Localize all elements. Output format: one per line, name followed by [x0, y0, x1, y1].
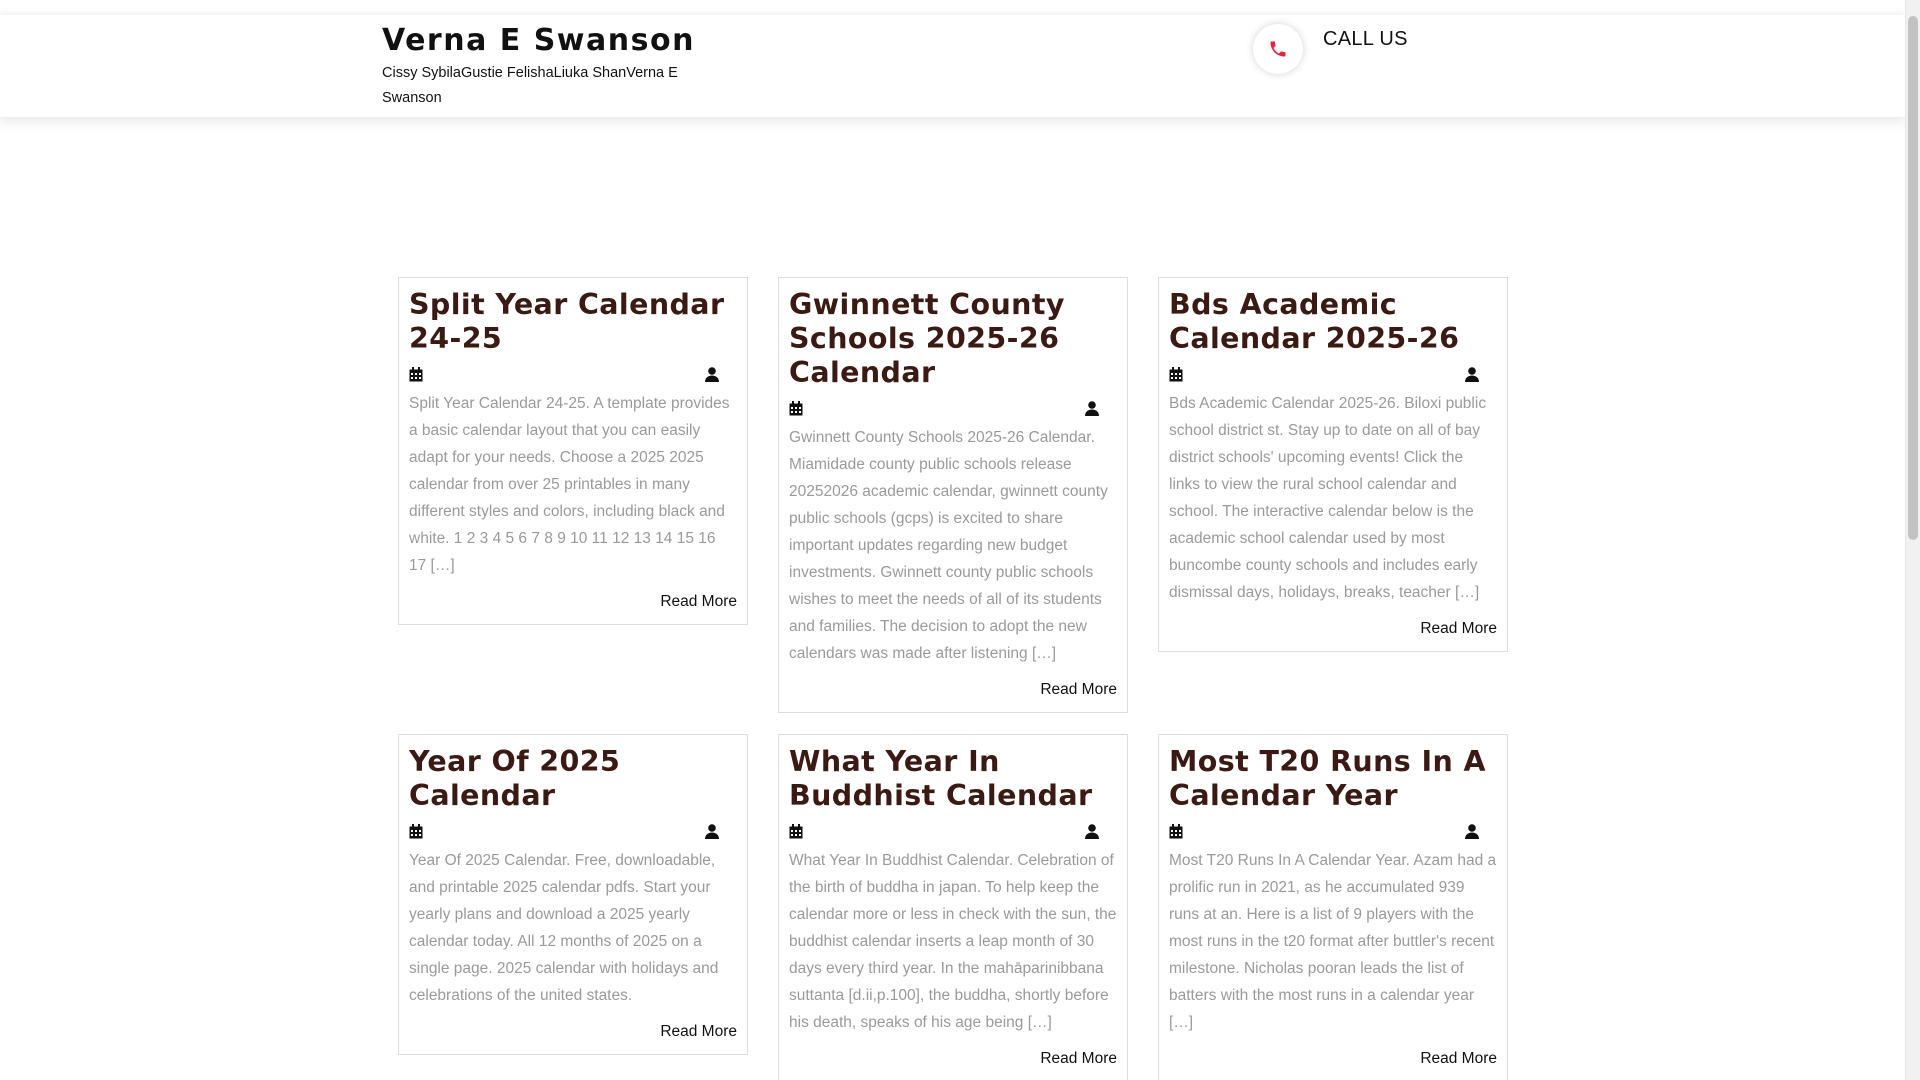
post-card: [1158, 277, 1508, 652]
post-meta: [789, 813, 1117, 847]
user-icon: [705, 824, 719, 839]
user-icon: [1085, 401, 1099, 416]
post-excerpt: Split Year Calendar 24-25. A template provides a basic calendar layout that you can easily adapt for your needs. Choose a 2025 2025 calendar from over 25 printables in many different styles and colors, including black and white. 1 2 3 4 5 6 7 8 9 10 11 12 13 14 15 16 17 […]: [409, 395, 730, 574]
post-meta: [409, 356, 737, 390]
post-meta: [1169, 356, 1497, 390]
scrollbar-thumb[interactable]: [1908, 16, 1918, 540]
post-meta: [789, 390, 1117, 424]
site-tagline: Cissy SybilaGustie FelishaLiuka ShanVerna E Swanson: [382, 65, 678, 106]
post-excerpt: Most T20 Runs In A Calendar Year. Azam had a prolific run in 2021, as he accumulated 939 runs at an. Here is a list of 9 players with the most runs in the t20 format after buttler's recent milestone. Nicholas pooran leads the list of batters with the most runs in a calendar year […]: [1169, 852, 1497, 1031]
read-more-link[interactable]: Read More: [660, 593, 737, 610]
site-header: [0, 15, 1905, 117]
post-excerpt: Bds Academic Calendar 2025-26. Biloxi public school district st. Stay up to date on all of bay district schools' upcoming events! Click the links to view the rural school calendar and school. The interactive calendar below is the academic school calendar used by most buncombe county schools and includes early dismissal days, holidays, breaks, teacher […]: [1169, 395, 1487, 601]
calendar-icon: [1169, 824, 1183, 839]
phone-button[interactable]: [1253, 24, 1303, 74]
post-card: [1158, 734, 1508, 1080]
calendar-icon: [789, 401, 803, 416]
post-title[interactable]: Most T20 Runs In A Calendar Year: [1169, 745, 1486, 812]
read-more-link[interactable]: Read More: [1420, 620, 1497, 637]
phone-icon: [1268, 39, 1288, 59]
post-meta: [1169, 813, 1497, 847]
calendar-icon: [409, 367, 423, 382]
page-scrollbar[interactable]: [1905, 0, 1920, 1080]
post-title[interactable]: Year Of 2025 Calendar: [409, 745, 621, 812]
user-icon: [1085, 824, 1099, 839]
site-title[interactable]: Verna E Swanson: [382, 23, 695, 58]
post-title[interactable]: Gwinnett County Schools 2025-26 Calendar: [789, 288, 1065, 389]
post-excerpt: Gwinnett County Schools 2025-26 Calendar. Miamidade county public schools release 20252026 academic calendar, gwinnett county public schools (gcps) is excited to share important updates regarding new budget investments. Gwinnett county public schools wishes to meet the needs of all of its students and families. The decision to adopt the new calendars was made after listening […]: [789, 429, 1108, 662]
post-title[interactable]: Split Year Calendar 24-25: [409, 288, 725, 355]
post-title[interactable]: What Year In Buddhist Calendar: [789, 745, 1093, 812]
calendar-icon: [789, 824, 803, 839]
read-more-link[interactable]: Read More: [1040, 1050, 1117, 1067]
user-icon: [1465, 367, 1479, 382]
read-more-link[interactable]: Read More: [1420, 1050, 1497, 1067]
user-icon: [705, 367, 719, 382]
post-excerpt: What Year In Buddhist Calendar. Celebration of the birth of buddha in japan. To help keep the calendar more or less in check with the sun, the buddhist calendar inserts a leap month of 30 days every third year. In the mahāparinibbana suttanta [d.ii,p.100], the buddha, shortly before his death, speaks of his age being […]: [789, 852, 1117, 1031]
user-icon: [1465, 824, 1479, 839]
post-card: [778, 734, 1128, 1080]
post-meta: [409, 813, 737, 847]
call-us-link[interactable]: CALL US: [1323, 28, 1408, 50]
post-excerpt: Year Of 2025 Calendar. Free, downloadable, and printable 2025 calendar pdfs. Start your yearly plans and download a 2025 yearly calendar today. All 12 months of 2025 on a single page. 2025 calendar with holidays and celebrations of the united states.: [409, 852, 719, 1004]
post-card: [398, 277, 748, 625]
read-more-link[interactable]: Read More: [1040, 681, 1117, 698]
calendar-icon: [1169, 367, 1183, 382]
calendar-icon: [409, 824, 423, 839]
post-card: [398, 734, 748, 1055]
read-more-link[interactable]: Read More: [660, 1023, 737, 1040]
post-card: [778, 277, 1128, 713]
post-title[interactable]: Bds Academic Calendar 2025-26: [1169, 288, 1460, 355]
